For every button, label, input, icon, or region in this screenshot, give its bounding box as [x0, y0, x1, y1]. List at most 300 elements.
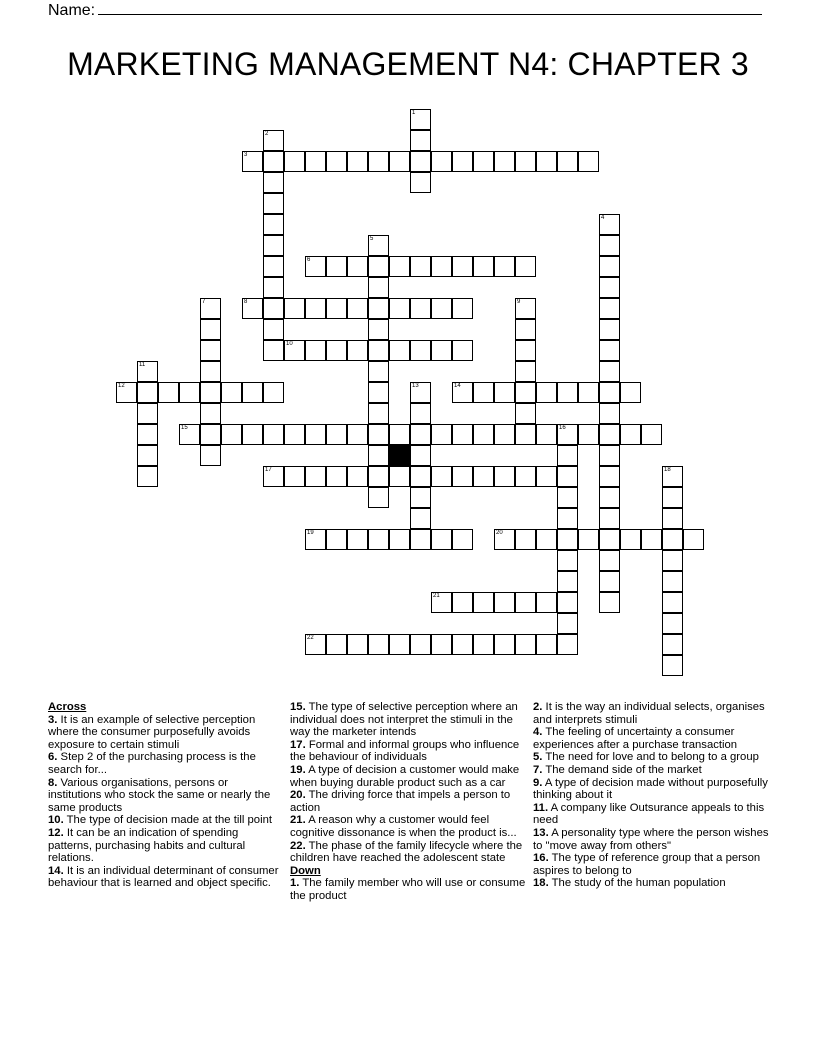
clue-number: 12 [118, 383, 125, 389]
black-square [389, 445, 410, 466]
clue-text: A type of decision a customer would make when buying durable product such as a car [290, 763, 520, 789]
page-title: MARKETING MANAGEMENT N4: CHAPTER 3 [67, 46, 749, 82]
crossword-cell[interactable] [494, 634, 515, 655]
crossword-cell[interactable] [431, 592, 452, 613]
crossword-cell[interactable] [515, 298, 536, 319]
crossword-cell[interactable] [494, 151, 515, 172]
crossword-cell[interactable] [242, 298, 263, 319]
crossword-cell[interactable] [515, 403, 536, 424]
clue-number-label: 5. [533, 751, 543, 764]
crossword-cell[interactable] [557, 382, 578, 403]
crossword-cell[interactable] [557, 151, 578, 172]
crossword-cell[interactable] [599, 466, 620, 487]
clue-text: It is an example of selective perception where the consumer purposefully avoids exposure to certain stimuli [48, 713, 256, 751]
clue-number-label: 2. [533, 701, 543, 713]
crossword-cell[interactable] [347, 466, 368, 487]
crossword-cell[interactable] [473, 424, 494, 445]
crossword-cell[interactable] [599, 235, 620, 256]
crossword-cell[interactable] [599, 319, 620, 340]
crossword-cell[interactable] [305, 634, 326, 655]
crossword-cell[interactable] [515, 340, 536, 361]
crossword-cell[interactable] [557, 466, 578, 487]
crossword-cell[interactable] [305, 151, 326, 172]
crossword-cell[interactable] [221, 424, 242, 445]
clue-item [48, 714, 280, 752]
clues-column-1 [48, 701, 280, 890]
clue-item [533, 852, 769, 877]
clue-text: The family member who will use or consume the product [290, 877, 526, 902]
crossword-cell[interactable] [263, 172, 284, 193]
clue-number: 18 [664, 467, 671, 473]
clue-text: The type of decision made at the till point [63, 814, 272, 827]
clue-item [533, 802, 769, 827]
crossword-cell[interactable] [347, 256, 368, 277]
crossword-cell[interactable] [200, 382, 221, 403]
crossword-cell[interactable] [368, 340, 389, 361]
clue-item [48, 814, 280, 827]
clue-text: The need for love and to belong to a group [542, 751, 759, 764]
clue-number: 14 [454, 383, 461, 389]
clue-item [48, 865, 280, 890]
crossword-cell[interactable] [368, 235, 389, 256]
clue-item [290, 701, 526, 739]
crossword-cell[interactable] [515, 592, 536, 613]
crossword-cell[interactable] [200, 340, 221, 361]
clue-text: The type of selective perception where an individual does not interpret the stimuli in the way the marketer intends [290, 701, 518, 739]
crossword-cell[interactable] [662, 592, 683, 613]
clue-number-label: 9. [533, 776, 543, 789]
clue-item [533, 764, 769, 777]
crossword-cell[interactable] [557, 529, 578, 550]
crossword-cell[interactable] [263, 298, 284, 319]
clue-number-label: 22. [290, 839, 306, 852]
clue-item [48, 827, 280, 865]
crossword-cell[interactable] [347, 424, 368, 445]
crossword-cell[interactable] [137, 424, 158, 445]
crossword-cell[interactable] [116, 382, 137, 403]
crossword-cell[interactable] [662, 487, 683, 508]
clue-text: A type of decision made without purposefully thinking about it [533, 776, 768, 802]
clue-number: 4 [601, 215, 605, 221]
crossword-cell[interactable] [410, 424, 431, 445]
crossword-cell[interactable] [263, 277, 284, 298]
crossword-cell[interactable] [158, 382, 179, 403]
crossword-cell[interactable] [389, 466, 410, 487]
crossword-cell[interactable] [515, 466, 536, 487]
crossword-cell[interactable] [599, 277, 620, 298]
clue-number-label: 20. [290, 789, 306, 802]
clue-number: 19 [307, 530, 314, 536]
crossword-cell[interactable] [263, 340, 284, 361]
clue-number: 13 [412, 383, 419, 389]
clue-item [533, 751, 769, 764]
crossword-cell[interactable] [557, 445, 578, 466]
clue-number-label: 3. [48, 713, 58, 726]
crossword-cell[interactable] [305, 340, 326, 361]
clue-text: The feeling of uncertainty a consumer experiences after a purchase transaction [533, 726, 738, 751]
crossword-cell[interactable] [515, 424, 536, 445]
clue-item [533, 777, 769, 802]
crossword-cell[interactable] [326, 529, 347, 550]
crossword-cell[interactable] [452, 298, 473, 319]
clue-item [48, 777, 280, 815]
crossword-cell[interactable] [368, 529, 389, 550]
crossword-cell[interactable] [410, 340, 431, 361]
clue-number: 3 [244, 152, 248, 158]
crossword-cell[interactable] [326, 466, 347, 487]
crossword-cell[interactable] [557, 424, 578, 445]
crossword-cell[interactable] [683, 529, 704, 550]
clue-number: 22 [307, 635, 314, 641]
crossword-cell[interactable] [242, 151, 263, 172]
crossword-cell[interactable] [410, 172, 431, 193]
crossword-cell[interactable] [578, 382, 599, 403]
crossword-cell[interactable] [599, 361, 620, 382]
crossword-cell[interactable] [536, 151, 557, 172]
crossword-cell[interactable] [200, 403, 221, 424]
crossword-cell[interactable] [599, 403, 620, 424]
clue-text: The demand side of the market [542, 763, 702, 776]
clue-item [290, 739, 526, 764]
clue-number-label: 6. [48, 751, 58, 764]
crossword-cell[interactable] [473, 256, 494, 277]
crossword-cell[interactable] [305, 298, 326, 319]
clue-item [290, 877, 526, 902]
crossword-cell[interactable] [200, 298, 221, 319]
clue-number: 17 [265, 467, 272, 473]
crossword-cell[interactable] [284, 466, 305, 487]
crossword-cell[interactable] [599, 340, 620, 361]
crossword-cell[interactable] [368, 151, 389, 172]
crossword-cell[interactable] [368, 277, 389, 298]
clue-number-label: 14. [48, 864, 64, 877]
crossword-cell[interactable] [347, 151, 368, 172]
crossword-cell[interactable] [410, 256, 431, 277]
crossword-cell[interactable] [578, 529, 599, 550]
clue-number: 20 [496, 530, 503, 536]
crossword-cell[interactable] [200, 445, 221, 466]
crossword-cell[interactable] [410, 634, 431, 655]
crossword-cell[interactable] [368, 466, 389, 487]
clue-text: Formal and informal groups who influence the behaviour of individuals [290, 738, 520, 764]
crossword-cell[interactable] [305, 466, 326, 487]
crossword-cell[interactable] [305, 424, 326, 445]
clue-number: 10 [286, 341, 293, 347]
crossword-cell[interactable] [284, 340, 305, 361]
crossword-cell[interactable] [389, 424, 410, 445]
crossword-cell[interactable] [452, 529, 473, 550]
crossword-cell[interactable] [515, 361, 536, 382]
crossword-cell[interactable] [557, 487, 578, 508]
crossword-cell[interactable] [410, 298, 431, 319]
crossword-cell[interactable] [599, 424, 620, 445]
crossword-cell[interactable] [494, 424, 515, 445]
crossword-cell[interactable] [410, 529, 431, 550]
crossword-cell[interactable] [137, 382, 158, 403]
crossword-cell[interactable] [515, 256, 536, 277]
crossword-cell[interactable] [179, 382, 200, 403]
crossword-cell[interactable] [137, 403, 158, 424]
crossword-cell[interactable] [452, 340, 473, 361]
crossword-cell[interactable] [410, 130, 431, 151]
crossword-cell[interactable] [452, 424, 473, 445]
crossword-cell[interactable] [536, 634, 557, 655]
crossword-cell[interactable] [494, 529, 515, 550]
crossword-cell[interactable] [431, 466, 452, 487]
crossword-cell[interactable] [494, 382, 515, 403]
crossword-cell[interactable] [179, 424, 200, 445]
clue-item [533, 701, 769, 726]
clue-number-label: 12. [48, 826, 64, 839]
crossword-cell[interactable] [326, 340, 347, 361]
crossword-cell[interactable] [284, 298, 305, 319]
crossword-cell[interactable] [347, 298, 368, 319]
clue-number-label: 16. [533, 852, 549, 865]
crossword-cell[interactable] [662, 550, 683, 571]
crossword-cell[interactable] [263, 382, 284, 403]
crossword-cell[interactable] [473, 382, 494, 403]
clue-item [290, 840, 526, 865]
crossword-cell[interactable] [599, 571, 620, 592]
crossword-cell[interactable] [347, 529, 368, 550]
crossword-cell[interactable] [200, 319, 221, 340]
crossword-cell[interactable] [536, 592, 557, 613]
crossword-cell[interactable] [473, 466, 494, 487]
crossword-cell[interactable] [137, 445, 158, 466]
clue-number-label: 17. [290, 738, 306, 751]
clue-text: A company like Outsurance appeals to this need [533, 801, 765, 827]
crossword-cell[interactable] [599, 214, 620, 235]
crossword-cell[interactable] [452, 466, 473, 487]
crossword-cell[interactable] [389, 634, 410, 655]
clue-number: 8 [244, 299, 248, 305]
clues-column-3 [533, 701, 769, 890]
crossword-cell[interactable] [515, 151, 536, 172]
crossword-cell[interactable] [137, 361, 158, 382]
clue-number-label: 10. [48, 814, 64, 827]
crossword-cell[interactable] [263, 235, 284, 256]
clue-number-label: 21. [290, 814, 306, 827]
crossword-cell[interactable] [494, 466, 515, 487]
crossword-cell[interactable] [662, 508, 683, 529]
crossword-cell[interactable] [452, 634, 473, 655]
crossword-cell[interactable] [263, 466, 284, 487]
clue-number-label: 4. [533, 726, 543, 739]
clue-number: 2 [265, 131, 269, 137]
crossword-cell[interactable] [410, 151, 431, 172]
crossword-cell[interactable] [557, 508, 578, 529]
crossword-cell[interactable] [368, 403, 389, 424]
clues-column-2 [290, 701, 526, 903]
crossword-cell[interactable] [494, 592, 515, 613]
crossword-cell[interactable] [410, 403, 431, 424]
crossword-cell[interactable] [536, 529, 557, 550]
crossword-cell[interactable] [431, 151, 452, 172]
crossword-cell[interactable] [368, 256, 389, 277]
crossword-cell[interactable] [557, 592, 578, 613]
crossword-cell[interactable] [515, 634, 536, 655]
across-heading: Across [48, 701, 87, 713]
crossword-cell[interactable] [368, 634, 389, 655]
crossword-cell[interactable] [515, 382, 536, 403]
crossword-cell[interactable] [599, 382, 620, 403]
clue-text: Step 2 of the purchasing process is the search for... [48, 751, 256, 776]
crossword-cell[interactable] [557, 634, 578, 655]
crossword-cell[interactable] [263, 193, 284, 214]
crossword-cell[interactable] [389, 298, 410, 319]
clue-number-label: 11. [533, 801, 549, 814]
crossword-cell[interactable] [326, 424, 347, 445]
clue-number: 7 [202, 299, 206, 305]
crossword-cell[interactable] [221, 382, 242, 403]
crossword-cell[interactable] [557, 550, 578, 571]
clue-number: 9 [517, 299, 521, 305]
crossword-cell[interactable] [410, 508, 431, 529]
crossword-cell[interactable] [431, 256, 452, 277]
clue-item [533, 877, 769, 890]
crossword-cell[interactable] [431, 529, 452, 550]
crossword-cell[interactable] [368, 445, 389, 466]
crossword-cell[interactable] [452, 256, 473, 277]
crossword-cell[interactable] [242, 424, 263, 445]
crossword-cell[interactable] [263, 214, 284, 235]
crossword-cell[interactable] [599, 508, 620, 529]
crossword-cell[interactable] [431, 298, 452, 319]
crossword-cell[interactable] [599, 529, 620, 550]
crossword-cell[interactable] [368, 487, 389, 508]
crossword-cell[interactable] [431, 634, 452, 655]
crossword-cell[interactable] [326, 634, 347, 655]
crossword-cell[interactable] [410, 109, 431, 130]
crossword-cell[interactable] [368, 361, 389, 382]
name-label: Name: [48, 2, 96, 19]
crossword-cell[interactable] [263, 151, 284, 172]
crossword-cell[interactable] [389, 529, 410, 550]
crossword-cell[interactable] [326, 256, 347, 277]
crossword-cell[interactable] [347, 340, 368, 361]
clue-number-label: 18. [533, 877, 549, 890]
crossword-cell[interactable] [557, 613, 578, 634]
crossword-cell[interactable] [620, 529, 641, 550]
crossword-cell[interactable] [431, 340, 452, 361]
clue-text: The study of the human population [548, 877, 726, 890]
crossword-cell[interactable] [662, 634, 683, 655]
crossword-cell[interactable] [263, 256, 284, 277]
crossword-cell[interactable] [410, 445, 431, 466]
clue-text: Various organisations, persons or institutions who stock the same or nearly the same products [48, 776, 271, 814]
crossword-cell[interactable] [473, 634, 494, 655]
crossword-cell[interactable] [368, 424, 389, 445]
clue-number: 6 [307, 257, 311, 263]
clue-item [290, 814, 526, 839]
crossword-cell[interactable] [389, 340, 410, 361]
clue-item [290, 764, 526, 789]
crossword-cell[interactable] [137, 466, 158, 487]
crossword-cell[interactable] [620, 424, 641, 445]
crossword-cell[interactable] [578, 424, 599, 445]
clue-text: The type of reference group that a person aspires to belong to [533, 852, 761, 877]
crossword-cell[interactable] [200, 361, 221, 382]
crossword-cell[interactable] [263, 424, 284, 445]
crossword-cell[interactable] [284, 424, 305, 445]
crossword-cell[interactable] [557, 571, 578, 592]
crossword-cell[interactable] [662, 571, 683, 592]
crossword-cell[interactable] [662, 613, 683, 634]
crossword-cell[interactable] [368, 319, 389, 340]
crossword-cell[interactable] [494, 256, 515, 277]
crossword-cell[interactable] [599, 445, 620, 466]
clue-text: A reason why a customer would feel cognitive dissonance is when the product is... [290, 814, 517, 839]
crossword-cell[interactable] [452, 151, 473, 172]
crossword-cell[interactable] [515, 529, 536, 550]
clue-number: 1 [412, 110, 416, 116]
crossword-cell[interactable] [410, 382, 431, 403]
crossword-cell[interactable] [662, 466, 683, 487]
crossword-cell[interactable] [305, 529, 326, 550]
crossword-cell[interactable] [536, 382, 557, 403]
crossword-cell[interactable] [536, 466, 557, 487]
clue-number-label: 1. [290, 877, 300, 890]
clue-item [533, 726, 769, 751]
clue-number: 11 [139, 362, 146, 368]
clue-text: It is an individual determinant of consumer behaviour that is learned and object specific. [48, 864, 279, 890]
crossword-cell[interactable] [389, 151, 410, 172]
crossword-cell[interactable] [368, 298, 389, 319]
clue-number-label: 19. [290, 763, 306, 776]
crossword-cell[interactable] [599, 256, 620, 277]
crossword-cell[interactable] [662, 655, 683, 676]
clue-text: A personality type where the person wishes to "move away from others" [533, 826, 769, 852]
crossword-cell[interactable] [473, 151, 494, 172]
crossword-cell[interactable] [410, 466, 431, 487]
crossword-cell[interactable] [620, 382, 641, 403]
crossword-cell[interactable] [389, 256, 410, 277]
crossword-cell[interactable] [326, 151, 347, 172]
clue-text: It is the way an individual selects, organises and interprets stimuli [533, 701, 765, 726]
clue-item [533, 827, 769, 852]
crossword-cell[interactable] [263, 319, 284, 340]
crossword-cell[interactable] [473, 592, 494, 613]
clue-number: 5 [370, 236, 374, 242]
crossword-cell[interactable] [641, 529, 662, 550]
crossword-cell[interactable] [599, 487, 620, 508]
crossword-cell[interactable] [599, 550, 620, 571]
crossword-cell[interactable] [368, 382, 389, 403]
clue-text: The phase of the family lifecycle where the children have reached the adolescent state [290, 839, 523, 865]
crossword-cell[interactable] [200, 424, 221, 445]
crossword-cell[interactable] [305, 256, 326, 277]
crossword-cell[interactable] [599, 592, 620, 613]
crossword-cell[interactable] [347, 634, 368, 655]
crossword-cell[interactable] [263, 130, 284, 151]
crossword-cell[interactable] [536, 424, 557, 445]
crossword-cell[interactable] [326, 298, 347, 319]
crossword-cell[interactable] [284, 151, 305, 172]
crossword-cell[interactable] [242, 382, 263, 403]
crossword-cell[interactable] [599, 298, 620, 319]
crossword-cell[interactable] [662, 529, 683, 550]
crossword-cell[interactable] [578, 151, 599, 172]
crossword-cell[interactable] [452, 592, 473, 613]
crossword-cell[interactable] [452, 382, 473, 403]
crossword-cell[interactable] [515, 319, 536, 340]
crossword-cell[interactable] [431, 424, 452, 445]
clue-number: 16 [559, 425, 566, 431]
clue-text: The driving force that impels a person to action [290, 789, 511, 814]
crossword-cell[interactable] [410, 487, 431, 508]
clue-item [48, 751, 280, 776]
crossword-cell[interactable] [641, 424, 662, 445]
